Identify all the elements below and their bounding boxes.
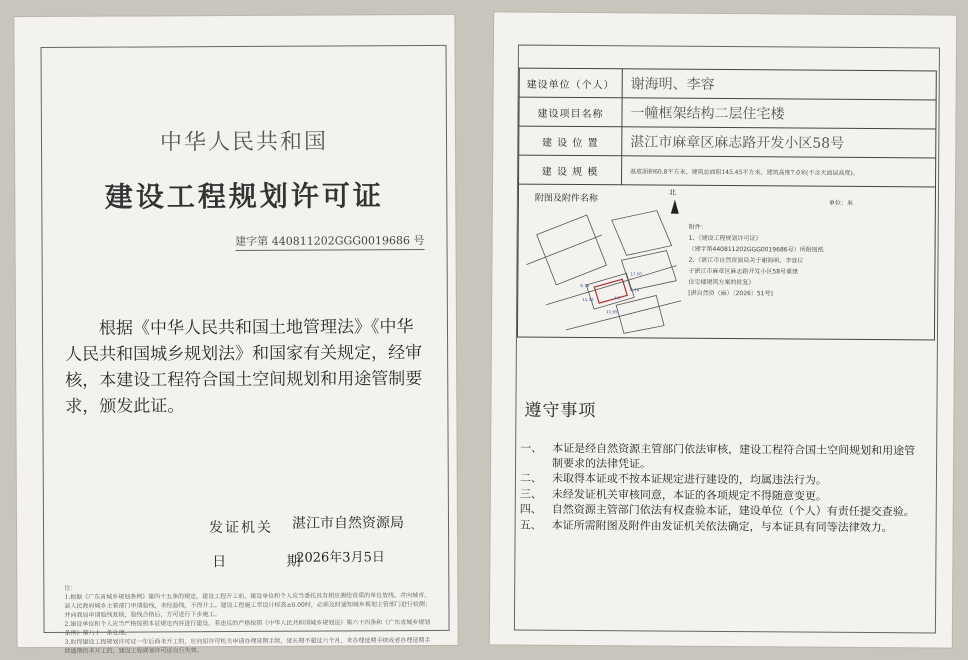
- map-building: [612, 210, 672, 255]
- row-label: 建设单位（个人）: [519, 68, 622, 98]
- map-dim-label: 4.74: [630, 287, 640, 293]
- attachment-line: （建字第440811202GGG0019686号）所附图纸: [688, 245, 824, 254]
- rule-item: [520, 442, 920, 474]
- note-line: 注：: [64, 584, 77, 592]
- rule-text: 未取得本证或不按本证规定进行建设的，均属违法行为。: [551, 471, 827, 487]
- map-building: [536, 215, 606, 285]
- row-label: 建 设 位 置: [519, 126, 622, 156]
- certificate-title: 建设工程规划许可证: [104, 179, 384, 214]
- notes: [64, 582, 432, 656]
- map-dim-label: 4.0: [614, 295, 621, 301]
- attachments-row: [517, 184, 935, 340]
- rules-list: [520, 442, 921, 537]
- rule-text: 未经发证机关审核同意，本证的各项规定不得随意变更。: [551, 487, 827, 503]
- attachment-line: 1、《建设工程规划许可证》: [688, 234, 762, 243]
- row-value: 谢海明、李容: [622, 69, 936, 100]
- table-row: [519, 68, 936, 100]
- country-name: 中华人民共和国: [159, 129, 329, 156]
- note-line: 3.取得建设工程规划许可证一年后尚未开工的，应向原许可机关申请办理延期手续，延长期不超过六个月，未办理延期手续或者办理延期手续逾期仍未开工的，建设工程规划许可证自行失效。: [64, 636, 431, 655]
- rules-title: 遵守事项: [524, 400, 597, 422]
- attachment-line: 住宅楼建筑方案的批复》: [688, 278, 755, 287]
- unit-label: 单位：米: [828, 199, 853, 207]
- rule-number: 五、: [519, 518, 542, 532]
- map-site-outline: [594, 279, 627, 303]
- attachment-line: 附件：: [688, 223, 707, 231]
- permit-left-page: [14, 15, 457, 655]
- issuer-value: 湛江市自然资源局: [291, 515, 405, 532]
- rule-item: [520, 487, 920, 504]
- map-dim-label: 8.76: [580, 283, 590, 289]
- issue-date: 2026年3月5日: [296, 550, 385, 566]
- legal-statement: 根据《中华人民共和国土地管理法》《中华人民共和国城乡规划法》和国家有关规定，经审核，本建设工程符合国土空间规划和用途管制要求，颁发此证。: [65, 317, 423, 417]
- row-label: 建 设 规 模: [519, 155, 622, 185]
- table-row: [519, 155, 936, 187]
- certificate-number: 建字第 440811202GGG0019686 号: [235, 232, 424, 251]
- note-line: 2.建设单位和个人应当严格按照本证规定内容进行建设，若违反的严格按照《中华人民共和国城乡规划法》第六十四条和《广东省城乡规划条例》第八十一条处理。: [64, 618, 431, 637]
- rule-text: 自然资源主管部门依法有权查验本证，建设单位（个人）有责任提交查验。: [551, 502, 915, 519]
- site-plan-map: [526, 205, 687, 336]
- right-page-border: [514, 45, 940, 634]
- row-label: 建设项目名称: [519, 97, 622, 127]
- rule-number: 四、: [519, 502, 542, 516]
- note-line: 1.根据《广东省城乡规划条例》第四十五条的规定，建设工程开工前，建设单位和个人应当委托具有相应测绘资质的单位放线，并向城市、县人民政府城乡主管部门申请验线，未经验线，不得开工。建设工程施工至设计标高±0.00时，必须及时通知城乡规划主管部门进行检测；并向我局申请验线复核，验线合格后，方可进行下步施工。: [64, 591, 431, 619]
- rule-item: [520, 518, 920, 535]
- map-dim-label: 11.32: [582, 297, 594, 303]
- permit-right-page: [490, 12, 956, 647]
- attachment-list: [688, 222, 849, 300]
- table-row: [519, 97, 936, 129]
- rule-item: [520, 472, 920, 489]
- attachment-line: [湛自然资（麻）〔2026〕51号]: [688, 289, 773, 298]
- map-road: [526, 235, 682, 331]
- rule-number: 二、: [519, 471, 543, 485]
- attachment-line: 于湛江市麻章区麻志路开发小区58号重建: [688, 267, 799, 276]
- attachments-label: 附图及附件名称: [534, 193, 598, 205]
- north-label: 北: [668, 188, 676, 197]
- rule-number: 一、: [520, 441, 543, 455]
- row-value: 基底面积60.8平方米，建筑总面积145.45平方米，建筑高度7.0米(不含天面层高度)。: [622, 156, 936, 187]
- left-page-border: [41, 45, 450, 655]
- rule-item: [520, 503, 920, 520]
- rule-text: 本证是经自然资源主管部门依法审核，建设工程符合国土空间规划和用途管制要求的法律凭证。: [552, 441, 916, 471]
- map-dim-label: 11.65: [606, 309, 618, 315]
- rule-number: 三、: [519, 487, 542, 501]
- table-row: [519, 126, 936, 158]
- attachment-line: 2、《湛江市自然资源局关于谢海明、李容位: [688, 256, 804, 265]
- project-info-table: [517, 68, 937, 341]
- issuer-label: 发证机关: [208, 519, 274, 537]
- row-value: 湛江市麻章区麻志路开发小区58号: [622, 127, 936, 158]
- rule-text: 本证所需附图及附件由发证机关依法确定，与本证具有同等法律效力。: [551, 518, 893, 534]
- map-dim-label: 17.50: [630, 271, 642, 277]
- row-value: 一幢框架结构二层住宅楼: [622, 98, 936, 129]
- date-label: 日 期: [212, 553, 329, 571]
- attachments-cell: [517, 184, 935, 340]
